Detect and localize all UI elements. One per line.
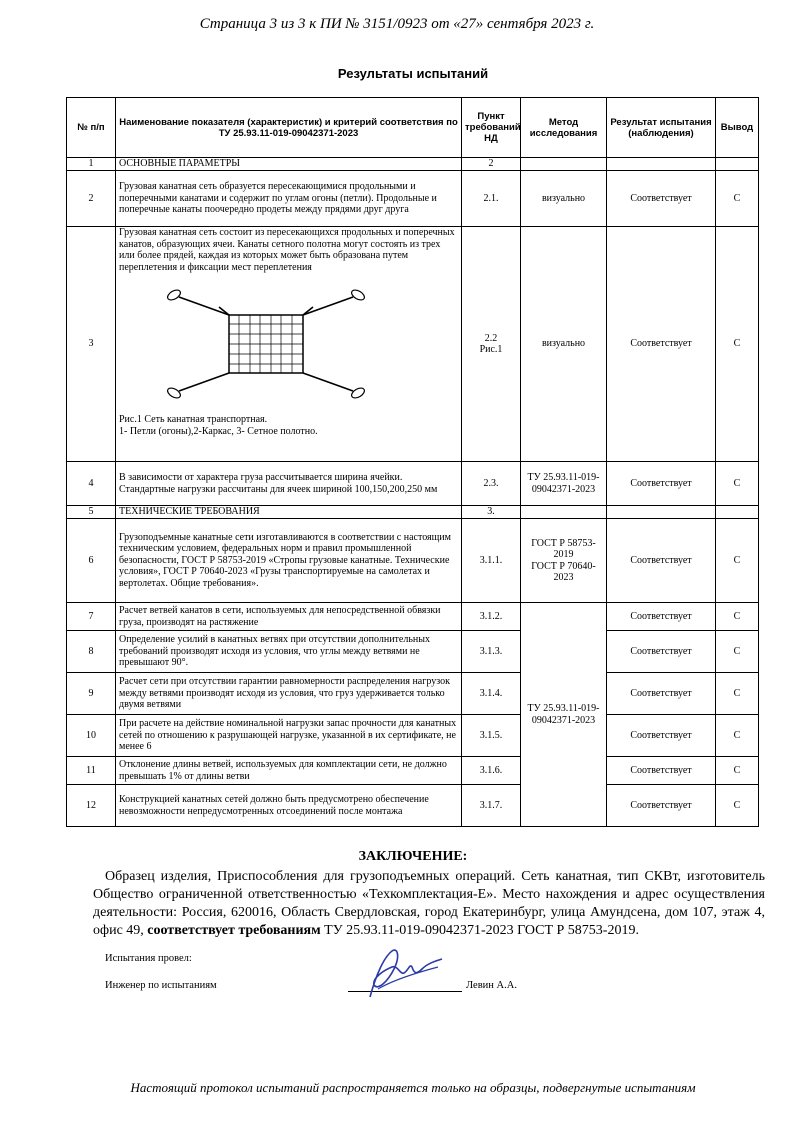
row-result: Соответствует bbox=[607, 785, 716, 827]
document-title: Результаты испытаний bbox=[337, 66, 489, 81]
row-verdict: С bbox=[716, 631, 759, 673]
figure-caption-2: 1- Петли (огоны),2-Каркас, 3- Сетное полотно. bbox=[119, 425, 318, 437]
row-name: Конструкцией канатных сетей должно быть предусмотрено обеспечение невозможности непредусмотренных отсоединений после монтажа bbox=[116, 785, 462, 827]
row-clause: 3.1.1. bbox=[462, 519, 521, 603]
engineer-name: Левин А.А. bbox=[466, 980, 517, 991]
header-verdict: Вывод bbox=[716, 98, 759, 158]
table-row bbox=[67, 171, 759, 227]
row-num: 7 bbox=[67, 603, 116, 631]
conclusion-text-bold: соответствует требованиям bbox=[147, 923, 321, 938]
table-row bbox=[67, 462, 759, 506]
row-name: ТЕХНИЧЕСКИЕ ТРЕБОВАНИЯ bbox=[116, 506, 462, 519]
header-name: Наименование показателя (характеристик) и критерий соответствия по ТУ 25.93.11-019-09042371-2023 bbox=[116, 98, 462, 158]
row-name: Грузоподъемные канатные сети изготавливаются в соответствии с настоящим техническим условием, федеральных норм и правил промышленной безопасности, ГОСТ Р 58753-2019 «Стропы грузовые канатные. Технические условия», ГОСТ Р 70640-2023 «Грузы транспортируемые на самолетах и вертолетах. Общие требования». bbox=[116, 519, 462, 603]
row-verdict: С bbox=[716, 715, 759, 757]
header-num: № п/п bbox=[67, 98, 116, 158]
row-num: 6 bbox=[67, 519, 116, 603]
footer-note: Настоящий протокол испытаний распространяется только на образцы, подвергнутые испытаниям bbox=[130, 1080, 696, 1095]
row-name: При расчете на действие номинальной нагрузки запас прочности для канатных сетей по отношению к разрушающей нагрузке, указанной в их сертификате, не менее 6 bbox=[116, 715, 462, 757]
table-row bbox=[67, 785, 759, 827]
row-verdict: С bbox=[716, 603, 759, 631]
row-clause: 3.1.5. bbox=[462, 715, 521, 757]
row-method bbox=[521, 506, 607, 519]
row-verdict: С bbox=[716, 227, 759, 462]
row-method-line-1: ГОСТ Р 58753-2019 bbox=[531, 537, 596, 560]
conclusion-text-end: ТУ 25.93.11-019-09042371-2023 ГОСТ Р 58753-2019. bbox=[320, 923, 639, 938]
row-clause: 3.1.6. bbox=[462, 757, 521, 785]
header-clause: Пункт требований НД bbox=[462, 98, 521, 158]
table-row bbox=[67, 757, 759, 785]
row-verdict: С bbox=[716, 171, 759, 227]
row-verdict: С bbox=[716, 462, 759, 506]
row-clause-line-1: 2.2 bbox=[484, 332, 498, 344]
table-row bbox=[67, 158, 759, 171]
engineer-label: Инженер по испытаниям bbox=[105, 980, 217, 991]
row-clause: 3.1.2. bbox=[462, 603, 521, 631]
row-num: 9 bbox=[67, 673, 116, 715]
row-method: визуально bbox=[521, 227, 607, 462]
figure-caption-1: Рис.1 Сеть канатная транспортная. bbox=[119, 414, 268, 425]
row-clause: 2.1. bbox=[462, 171, 521, 227]
row-name: Грузовая канатная сеть образуется пересекающимися продольными и поперечными канатами и содержит по углам огоны (петли). Продольные и поперечные канаты поочередно продеты между прядями друг друга bbox=[116, 171, 462, 227]
table-row bbox=[67, 519, 759, 603]
cargo-net-figure bbox=[119, 277, 389, 402]
net-mesh bbox=[229, 315, 303, 373]
row-num: 2 bbox=[67, 171, 116, 227]
row-clause: 3.1.4. bbox=[462, 673, 521, 715]
row-method bbox=[521, 519, 607, 603]
row-clause-line-2: Рис.1 bbox=[479, 344, 503, 355]
row-num: 3 bbox=[67, 227, 116, 462]
row-name: Расчет сети при отсутствии гарантии равномерности распределения нагрузок между ветвями производят исходя из условия, что груз удерживается только двумя ветвями bbox=[116, 673, 462, 715]
row-clause bbox=[462, 227, 521, 462]
table-row bbox=[67, 506, 759, 519]
row-result bbox=[607, 506, 716, 519]
row-verdict: С bbox=[716, 673, 759, 715]
row-result: Соответствует bbox=[607, 171, 716, 227]
row-result: Соответствует bbox=[607, 673, 716, 715]
tests-conducted-label: Испытания провел: bbox=[105, 953, 192, 964]
table-row bbox=[67, 715, 759, 757]
row-name: Грузовая канатная сеть состоит из пересекающихся продольных и поперечных канатов, образующих ячеи. Канаты сетного полотна могут состоять из трех или более прядей, каждая из которых может быть образована путем переплетения и фиксации мест переплетения bbox=[119, 227, 455, 273]
handwritten-signature bbox=[358, 945, 448, 1003]
row-clause: 3.1.3. bbox=[462, 631, 521, 673]
page-header: Страница 3 из 3 к ПИ № 3151/0923 от «27» сентября 2023 г. bbox=[199, 16, 595, 32]
header-method: Метод исследования bbox=[521, 98, 607, 158]
row-method bbox=[521, 158, 607, 171]
conclusion-text bbox=[93, 868, 765, 940]
row-method: визуально bbox=[521, 171, 607, 227]
table-row bbox=[67, 227, 759, 462]
row-result: Соответствует bbox=[607, 603, 716, 631]
row-num: 5 bbox=[67, 506, 116, 519]
table-row bbox=[67, 603, 759, 631]
row-result: Соответствует bbox=[607, 227, 716, 462]
row-verdict: С bbox=[716, 785, 759, 827]
row-result: Соответствует bbox=[607, 631, 716, 673]
row-num: 4 bbox=[67, 462, 116, 506]
table-header-row bbox=[67, 98, 759, 158]
row-num: 11 bbox=[67, 757, 116, 785]
row-name-with-figure bbox=[116, 227, 462, 462]
row-clause: 3. bbox=[462, 506, 521, 519]
row-result bbox=[607, 158, 716, 171]
merged-method-cell: ТУ 25.93.11-019-09042371-2023 bbox=[521, 603, 607, 827]
row-name: Определение усилий в канатных ветвях при отсутствии дополнительных требований производят исходя из условия, что углы между ветвями не превышают 90°. bbox=[116, 631, 462, 673]
row-result: Соответствует bbox=[607, 715, 716, 757]
row-verdict bbox=[716, 506, 759, 519]
row-name: Отклонение длины ветвей, используемых для комплектации сети, не должно превышать 1% от длины ветви bbox=[116, 757, 462, 785]
header-result: Результат испытания (наблюдения) bbox=[607, 98, 716, 158]
row-verdict bbox=[716, 158, 759, 171]
results-table bbox=[66, 97, 759, 827]
row-num: 8 bbox=[67, 631, 116, 673]
row-result: Соответствует bbox=[607, 462, 716, 506]
conclusion-text-main: Образец изделия, Приспособления для грузоподъемных операций. Сеть канатная, тип СКВт, изготовитель Общество ограниченной ответственностью «Техкомплектация-Е». Место нахождения и адрес осуществления деятельности: Россия, 620016, Область Свердловская, город Екатеринбург, улица Амундсена, дом 107, этаж 4, офис 49, bbox=[93, 869, 765, 938]
row-result: Соответствует bbox=[607, 757, 716, 785]
table-row bbox=[67, 673, 759, 715]
conclusion-title: ЗАКЛЮЧЕНИЕ: bbox=[358, 849, 468, 864]
row-method-line-2: ГОСТ Р 70640-2023 bbox=[531, 560, 596, 583]
row-name: В зависимости от характера груза рассчитывается ширина ячейки. Стандартные нагрузки рассчитаны для ячеек шириной 100,150,200,250 мм bbox=[116, 462, 462, 506]
row-verdict: С bbox=[716, 757, 759, 785]
row-verdict: С bbox=[716, 519, 759, 603]
row-num: 1 bbox=[67, 158, 116, 171]
row-num: 10 bbox=[67, 715, 116, 757]
row-name: ОСНОВНЫЕ ПАРАМЕТРЫ bbox=[116, 158, 462, 171]
row-clause: 2.3. bbox=[462, 462, 521, 506]
table-row bbox=[67, 631, 759, 673]
row-clause: 2 bbox=[462, 158, 521, 171]
row-clause: 3.1.7. bbox=[462, 785, 521, 827]
row-result: Соответствует bbox=[607, 519, 716, 603]
row-num: 12 bbox=[67, 785, 116, 827]
row-method: ТУ 25.93.11-019-09042371-2023 bbox=[521, 462, 607, 506]
row-name: Расчет ветвей канатов в сети, используемых для непосредственной обвязки груза, производят на растяжение bbox=[116, 603, 462, 631]
